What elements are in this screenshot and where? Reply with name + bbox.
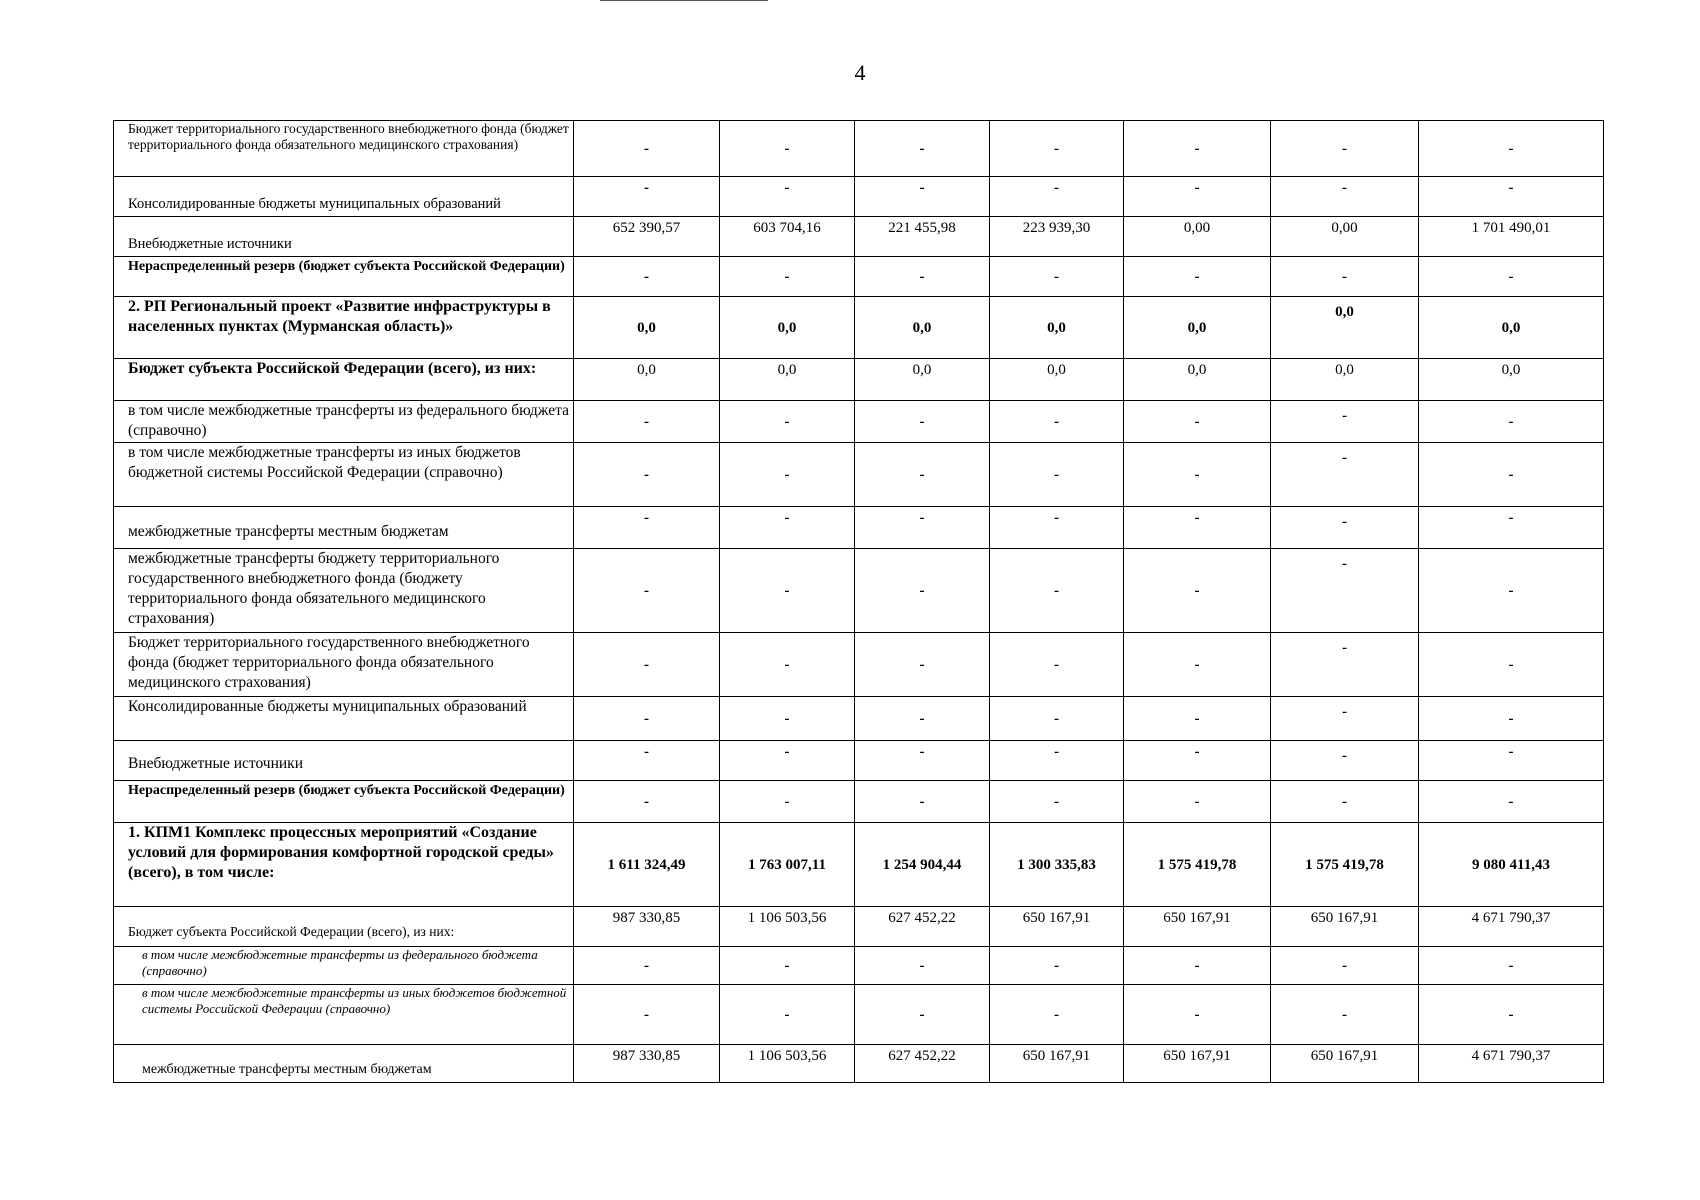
cell-value: - bbox=[720, 121, 855, 177]
cell-value: - bbox=[720, 549, 855, 633]
table-body bbox=[114, 121, 1604, 1083]
cell-value: - bbox=[1124, 985, 1271, 1045]
cell-value: - bbox=[720, 781, 855, 823]
cell-value: 0,0 bbox=[990, 297, 1124, 359]
cell-value: - bbox=[574, 947, 720, 985]
cell-value: 0,0 bbox=[855, 359, 990, 401]
cell-value: 0,0 bbox=[1271, 297, 1419, 359]
cell-value: - bbox=[720, 741, 855, 781]
cell-value: - bbox=[1419, 741, 1604, 781]
cell-value: 0,0 bbox=[855, 297, 990, 359]
cell-value: 0,0 bbox=[990, 359, 1124, 401]
cell-value: - bbox=[1419, 697, 1604, 741]
cell-value: - bbox=[1124, 401, 1271, 443]
cell-value: - bbox=[855, 257, 990, 297]
cell-value: - bbox=[990, 781, 1124, 823]
cell-value: - bbox=[990, 697, 1124, 741]
cell-value: 1 575 419,78 bbox=[1124, 823, 1271, 907]
cell-value: - bbox=[720, 985, 855, 1045]
cell-value: - bbox=[855, 697, 990, 741]
table-row bbox=[114, 443, 1604, 507]
cell-value: - bbox=[1271, 549, 1419, 633]
cell-value: - bbox=[574, 985, 720, 1045]
cell-value: - bbox=[574, 443, 720, 507]
cell-value: 1 611 324,49 bbox=[574, 823, 720, 907]
cell-value: - bbox=[855, 121, 990, 177]
budget-table bbox=[113, 120, 1604, 1083]
page-number: 4 bbox=[854, 60, 866, 85]
cell-value: - bbox=[990, 177, 1124, 217]
cell-value: - bbox=[855, 985, 990, 1045]
cell-value: - bbox=[1124, 177, 1271, 217]
cell-value: - bbox=[990, 121, 1124, 177]
table-row bbox=[114, 907, 1604, 947]
table-row bbox=[114, 257, 1604, 297]
cell-value: - bbox=[855, 549, 990, 633]
cell-value: - bbox=[855, 741, 990, 781]
cell-value: 650 167,91 bbox=[1271, 907, 1419, 947]
table-row bbox=[114, 297, 1604, 359]
cell-value: - bbox=[574, 507, 720, 549]
cell-value: 0,0 bbox=[1124, 297, 1271, 359]
cell-value: 650 167,91 bbox=[990, 907, 1124, 947]
cell-value: - bbox=[1419, 121, 1604, 177]
cell-value: 627 452,22 bbox=[855, 1045, 990, 1083]
cell-value: 0,0 bbox=[574, 359, 720, 401]
table-row bbox=[114, 1045, 1604, 1083]
cell-value: - bbox=[1419, 257, 1604, 297]
cell-value: - bbox=[1271, 121, 1419, 177]
row-label: в том числе межбюджетные трансферты из иных бюджетов бюджетной системы Российской Федерации (справочно) bbox=[114, 985, 574, 1045]
cell-value: 223 939,30 bbox=[990, 217, 1124, 257]
cell-value: - bbox=[1124, 741, 1271, 781]
table-row bbox=[114, 985, 1604, 1045]
cell-value: - bbox=[720, 697, 855, 741]
cell-value: 4 671 790,37 bbox=[1419, 907, 1604, 947]
table-row bbox=[114, 697, 1604, 741]
cell-value: - bbox=[855, 443, 990, 507]
cell-value: - bbox=[990, 985, 1124, 1045]
cell-value: - bbox=[1271, 741, 1419, 781]
cell-value: 4 671 790,37 bbox=[1419, 1045, 1604, 1083]
cell-value: 9 080 411,43 bbox=[1419, 823, 1604, 907]
table-row bbox=[114, 823, 1604, 907]
cell-value: - bbox=[855, 947, 990, 985]
row-label: Внебюджетные источники bbox=[114, 741, 574, 781]
cell-value: - bbox=[1271, 401, 1419, 443]
cell-value: - bbox=[1124, 257, 1271, 297]
cell-value: - bbox=[1419, 443, 1604, 507]
cell-value: - bbox=[1271, 697, 1419, 741]
cell-value: - bbox=[574, 121, 720, 177]
cell-value: - bbox=[1419, 947, 1604, 985]
table-row bbox=[114, 781, 1604, 823]
cell-value: 1 106 503,56 bbox=[720, 907, 855, 947]
row-label: в том числе межбюджетные трансферты из федерального бюджета (справочно) bbox=[114, 401, 574, 443]
cell-value: - bbox=[574, 257, 720, 297]
cell-value: - bbox=[990, 401, 1124, 443]
cell-value: - bbox=[1271, 177, 1419, 217]
cell-value: 0,0 bbox=[1271, 359, 1419, 401]
row-label: межбюджетные трансферты бюджету территориального государственного внебюджетного фонда (бюджету территориального фонда обязательного медицинского страхования) bbox=[114, 549, 574, 633]
cell-value: - bbox=[1419, 401, 1604, 443]
cell-value: - bbox=[1124, 507, 1271, 549]
cell-value: 0,00 bbox=[1271, 217, 1419, 257]
cell-value: 1 300 335,83 bbox=[990, 823, 1124, 907]
row-label: Нераспределенный резерв (бюджет субъекта Российской Федерации) bbox=[114, 781, 574, 823]
row-label: межбюджетные трансферты местным бюджетам bbox=[114, 507, 574, 549]
cell-value: 1 575 419,78 bbox=[1271, 823, 1419, 907]
cell-value: - bbox=[855, 401, 990, 443]
cell-value: - bbox=[1419, 985, 1604, 1045]
cell-value: 650 167,91 bbox=[990, 1045, 1124, 1083]
cell-value: - bbox=[1419, 781, 1604, 823]
cell-value: 0,0 bbox=[720, 359, 855, 401]
cell-value: - bbox=[574, 177, 720, 217]
cell-value: - bbox=[1419, 507, 1604, 549]
scan-artifact-line bbox=[600, 0, 768, 1]
cell-value: 1 254 904,44 bbox=[855, 823, 990, 907]
cell-value: - bbox=[720, 507, 855, 549]
cell-value: - bbox=[990, 443, 1124, 507]
cell-value: 987 330,85 bbox=[574, 907, 720, 947]
cell-value: - bbox=[990, 257, 1124, 297]
cell-value: - bbox=[855, 633, 990, 697]
cell-value: 0,0 bbox=[720, 297, 855, 359]
cell-value: - bbox=[574, 741, 720, 781]
cell-value: - bbox=[1271, 947, 1419, 985]
cell-value: 0,00 bbox=[1124, 217, 1271, 257]
cell-value: - bbox=[720, 443, 855, 507]
cell-value: - bbox=[720, 947, 855, 985]
row-label: в том числе межбюджетные трансферты из иных бюджетов бюджетной системы Российской Федерации (справочно) bbox=[114, 443, 574, 507]
cell-value: - bbox=[574, 697, 720, 741]
cell-value: - bbox=[720, 257, 855, 297]
cell-value: - bbox=[1271, 443, 1419, 507]
row-label: Консолидированные бюджеты муниципальных образований bbox=[114, 697, 574, 741]
cell-value: 221 455,98 bbox=[855, 217, 990, 257]
cell-value: - bbox=[1271, 633, 1419, 697]
cell-value: 627 452,22 bbox=[855, 907, 990, 947]
row-label: Бюджет территориального государственного внебюджетного фонда (бюджет территориального фонда обязательного медицинского страхования) bbox=[114, 633, 574, 697]
cell-value: - bbox=[990, 741, 1124, 781]
cell-value: - bbox=[574, 401, 720, 443]
cell-value: - bbox=[855, 781, 990, 823]
cell-value: - bbox=[1124, 443, 1271, 507]
cell-value: - bbox=[1271, 985, 1419, 1045]
row-label: в том числе межбюджетные трансферты из федерального бюджета (справочно) bbox=[114, 947, 574, 985]
cell-value: - bbox=[1124, 549, 1271, 633]
cell-value: - bbox=[574, 633, 720, 697]
cell-value: - bbox=[1124, 947, 1271, 985]
row-label: Бюджет субъекта Российской Федерации (всего), из них: bbox=[114, 907, 574, 947]
cell-value: - bbox=[990, 633, 1124, 697]
table-row bbox=[114, 549, 1604, 633]
row-label: Внебюджетные источники bbox=[114, 217, 574, 257]
cell-value: 0,0 bbox=[574, 297, 720, 359]
cell-value: - bbox=[1124, 121, 1271, 177]
row-label: Бюджет субъекта Российской Федерации (всего), из них: bbox=[114, 359, 574, 401]
cell-value: - bbox=[1271, 781, 1419, 823]
cell-value: - bbox=[1271, 257, 1419, 297]
cell-value: - bbox=[1419, 177, 1604, 217]
cell-value: 650 167,91 bbox=[1271, 1045, 1419, 1083]
cell-value: 650 167,91 bbox=[1124, 907, 1271, 947]
cell-value: - bbox=[720, 633, 855, 697]
cell-value: 0,0 bbox=[1419, 359, 1604, 401]
cell-value: - bbox=[855, 507, 990, 549]
cell-value: - bbox=[1419, 633, 1604, 697]
cell-value: 1 763 007,11 bbox=[720, 823, 855, 907]
row-label: Консолидированные бюджеты муниципальных образований bbox=[114, 177, 574, 217]
cell-value: - bbox=[990, 947, 1124, 985]
cell-value: 987 330,85 bbox=[574, 1045, 720, 1083]
cell-value: - bbox=[574, 781, 720, 823]
cell-value: - bbox=[1271, 507, 1419, 549]
cell-value: - bbox=[1124, 781, 1271, 823]
table-row bbox=[114, 217, 1604, 257]
cell-value: 652 390,57 bbox=[574, 217, 720, 257]
table-row bbox=[114, 633, 1604, 697]
row-label: 2. РП Региональный проект «Развитие инфраструктуры в населенных пунктах (Мурманская область)» bbox=[114, 297, 574, 359]
table-row bbox=[114, 121, 1604, 177]
cell-value: 1 106 503,56 bbox=[720, 1045, 855, 1083]
table-row bbox=[114, 947, 1604, 985]
cell-value: - bbox=[720, 401, 855, 443]
cell-value: 1 701 490,01 bbox=[1419, 217, 1604, 257]
row-label: Нераспределенный резерв (бюджет субъекта Российской Федерации) bbox=[114, 257, 574, 297]
cell-value: - bbox=[574, 549, 720, 633]
table-row bbox=[114, 359, 1604, 401]
cell-value: - bbox=[855, 177, 990, 217]
row-label: межбюджетные трансферты местным бюджетам bbox=[114, 1045, 574, 1083]
cell-value: 0,0 bbox=[1419, 297, 1604, 359]
table-row bbox=[114, 177, 1604, 217]
cell-value: - bbox=[720, 177, 855, 217]
table-row bbox=[114, 401, 1604, 443]
table-row bbox=[114, 507, 1604, 549]
cell-value: - bbox=[990, 507, 1124, 549]
cell-value: - bbox=[990, 549, 1124, 633]
cell-value: - bbox=[1124, 697, 1271, 741]
row-label: Бюджет территориального государственного внебюджетного фонда (бюджет территориального фонда обязательного медицинского страхования) bbox=[114, 121, 574, 177]
row-label: 1. КПМ1 Комплекс процессных мероприятий «Создание условий для формирования комфортной городской среды» (всего), в том числе: bbox=[114, 823, 574, 907]
cell-value: 603 704,16 bbox=[720, 217, 855, 257]
cell-value: - bbox=[1124, 633, 1271, 697]
cell-value: - bbox=[1419, 549, 1604, 633]
cell-value: 650 167,91 bbox=[1124, 1045, 1271, 1083]
cell-value: 0,0 bbox=[1124, 359, 1271, 401]
table-row bbox=[114, 741, 1604, 781]
